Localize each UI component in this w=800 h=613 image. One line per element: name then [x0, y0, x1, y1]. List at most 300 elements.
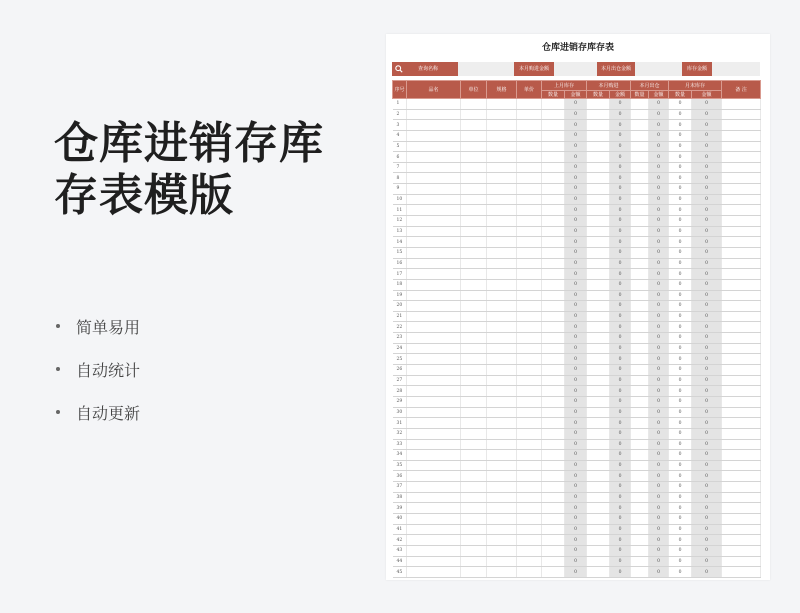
table-cell[interactable] — [587, 194, 610, 205]
table-cell[interactable] — [722, 396, 761, 407]
table-cell[interactable] — [407, 184, 461, 195]
table-cell[interactable] — [517, 503, 542, 514]
table-cell[interactable]: 0 — [669, 301, 692, 312]
table-cell[interactable]: 0 — [649, 365, 669, 376]
table-cell[interactable]: 0 — [565, 194, 587, 205]
table-cell[interactable]: 0 — [610, 354, 631, 365]
table-cell[interactable] — [587, 471, 610, 482]
table-cell[interactable]: 0 — [669, 450, 692, 461]
table-cell[interactable] — [407, 503, 461, 514]
table-cell[interactable] — [631, 279, 649, 290]
table-cell[interactable]: 0 — [649, 375, 669, 386]
table-cell[interactable] — [722, 428, 761, 439]
table-cell[interactable] — [461, 545, 487, 556]
table-cell[interactable] — [487, 109, 517, 120]
table-cell[interactable] — [461, 237, 487, 248]
table-cell[interactable]: 0 — [649, 545, 669, 556]
table-cell[interactable] — [722, 460, 761, 471]
table-cell[interactable] — [461, 396, 487, 407]
table-cell[interactable]: 0 — [649, 247, 669, 258]
table-cell[interactable] — [722, 407, 761, 418]
table-cell[interactable]: 0 — [649, 396, 669, 407]
table-cell[interactable] — [461, 152, 487, 163]
table-cell[interactable] — [487, 99, 517, 110]
table-cell[interactable] — [542, 109, 565, 120]
table-cell[interactable] — [587, 545, 610, 556]
table-cell[interactable] — [461, 365, 487, 376]
table-cell[interactable]: 0 — [610, 247, 631, 258]
table-cell[interactable] — [407, 556, 461, 567]
table-cell[interactable] — [631, 439, 649, 450]
table-cell[interactable]: 0 — [610, 130, 631, 141]
table-cell[interactable]: 0 — [565, 513, 587, 524]
table-cell[interactable] — [631, 237, 649, 248]
table-cell[interactable]: 0 — [669, 311, 692, 322]
table-cell[interactable]: 0 — [649, 450, 669, 461]
table-cell[interactable]: 0 — [610, 290, 631, 301]
table-cell[interactable]: 0 — [669, 141, 692, 152]
table-cell[interactable] — [461, 194, 487, 205]
table-cell[interactable] — [517, 247, 542, 258]
table-cell[interactable]: 0 — [649, 99, 669, 110]
table-cell[interactable] — [461, 322, 487, 333]
table-cell[interactable]: 0 — [649, 343, 669, 354]
table-cell[interactable]: 0 — [565, 247, 587, 258]
table-cell[interactable]: 0 — [649, 173, 669, 184]
table-cell[interactable]: 0 — [610, 322, 631, 333]
table-cell[interactable] — [517, 375, 542, 386]
table-cell[interactable]: 0 — [692, 354, 722, 365]
table-cell[interactable] — [517, 482, 542, 493]
table-cell[interactable] — [407, 279, 461, 290]
table-cell[interactable] — [517, 269, 542, 280]
table-cell[interactable] — [631, 226, 649, 237]
table-cell[interactable] — [542, 173, 565, 184]
table-cell[interactable] — [587, 162, 610, 173]
table-cell[interactable] — [407, 471, 461, 482]
table-cell[interactable]: 0 — [610, 460, 631, 471]
table-cell[interactable] — [461, 407, 487, 418]
table-cell[interactable]: 0 — [565, 460, 587, 471]
table-cell[interactable]: 0 — [610, 545, 631, 556]
table-cell[interactable] — [487, 194, 517, 205]
table-cell[interactable] — [631, 194, 649, 205]
table-cell[interactable]: 0 — [669, 130, 692, 141]
table-cell[interactable] — [407, 535, 461, 546]
table-cell[interactable] — [542, 226, 565, 237]
table-cell[interactable]: 0 — [692, 141, 722, 152]
table-cell[interactable] — [542, 396, 565, 407]
table-cell[interactable]: 0 — [565, 322, 587, 333]
table-cell[interactable] — [587, 513, 610, 524]
table-cell[interactable] — [542, 375, 565, 386]
table-cell[interactable]: 0 — [692, 173, 722, 184]
table-cell[interactable]: 0 — [669, 226, 692, 237]
table-cell[interactable] — [487, 503, 517, 514]
table-cell[interactable] — [542, 513, 565, 524]
table-cell[interactable]: 0 — [692, 407, 722, 418]
table-cell[interactable] — [487, 216, 517, 227]
table-cell[interactable]: 0 — [669, 120, 692, 131]
table-cell[interactable] — [542, 141, 565, 152]
table-cell[interactable] — [407, 322, 461, 333]
table-cell[interactable] — [517, 535, 542, 546]
table-cell[interactable]: 0 — [669, 545, 692, 556]
table-cell[interactable] — [461, 162, 487, 173]
table-cell[interactable] — [722, 279, 761, 290]
table-cell[interactable] — [517, 343, 542, 354]
table-cell[interactable]: 0 — [692, 290, 722, 301]
table-cell[interactable]: 0 — [669, 482, 692, 493]
table-cell[interactable]: 0 — [565, 173, 587, 184]
table-cell[interactable]: 0 — [669, 322, 692, 333]
table-cell[interactable]: 0 — [610, 99, 631, 110]
table-cell[interactable] — [587, 418, 610, 429]
table-cell[interactable] — [461, 311, 487, 322]
table-cell[interactable] — [461, 247, 487, 258]
table-cell[interactable] — [542, 354, 565, 365]
table-cell[interactable] — [407, 513, 461, 524]
table-cell[interactable]: 0 — [610, 184, 631, 195]
table-cell[interactable] — [407, 269, 461, 280]
table-cell[interactable]: 0 — [610, 343, 631, 354]
table-cell[interactable] — [517, 450, 542, 461]
table-cell[interactable] — [587, 567, 610, 578]
table-cell[interactable]: 0 — [692, 556, 722, 567]
table-cell[interactable]: 0 — [565, 545, 587, 556]
table-cell[interactable]: 0 — [565, 152, 587, 163]
table-cell[interactable]: 0 — [649, 460, 669, 471]
table-cell[interactable]: 0 — [610, 471, 631, 482]
table-cell[interactable]: 0 — [649, 194, 669, 205]
table-cell[interactable] — [487, 247, 517, 258]
table-cell[interactable]: 0 — [610, 556, 631, 567]
table-cell[interactable] — [487, 258, 517, 269]
table-cell[interactable] — [517, 141, 542, 152]
table-cell[interactable]: 0 — [669, 354, 692, 365]
table-cell[interactable]: 0 — [649, 513, 669, 524]
table-cell[interactable]: 0 — [692, 322, 722, 333]
table-cell[interactable] — [407, 354, 461, 365]
table-cell[interactable] — [461, 471, 487, 482]
table-cell[interactable] — [631, 513, 649, 524]
table-cell[interactable] — [461, 301, 487, 312]
table-cell[interactable] — [542, 439, 565, 450]
table-cell[interactable] — [722, 141, 761, 152]
table-cell[interactable] — [517, 109, 542, 120]
table-cell[interactable] — [487, 333, 517, 344]
table-cell[interactable] — [461, 184, 487, 195]
table-cell[interactable] — [461, 226, 487, 237]
table-cell[interactable] — [487, 375, 517, 386]
table-cell[interactable] — [461, 279, 487, 290]
table-cell[interactable]: 0 — [565, 535, 587, 546]
table-cell[interactable] — [631, 269, 649, 280]
table-cell[interactable]: 0 — [565, 386, 587, 397]
table-cell[interactable] — [487, 269, 517, 280]
table-cell[interactable]: 0 — [565, 130, 587, 141]
table-cell[interactable]: 0 — [669, 492, 692, 503]
table-cell[interactable]: 0 — [649, 439, 669, 450]
table-cell[interactable]: 0 — [565, 205, 587, 216]
table-cell[interactable]: 0 — [610, 120, 631, 131]
table-cell[interactable]: 0 — [649, 311, 669, 322]
table-cell[interactable]: 0 — [565, 184, 587, 195]
table-cell[interactable] — [517, 439, 542, 450]
table-cell[interactable] — [587, 301, 610, 312]
table-cell[interactable] — [517, 173, 542, 184]
table-cell[interactable] — [587, 247, 610, 258]
table-cell[interactable]: 0 — [610, 503, 631, 514]
table-cell[interactable] — [542, 535, 565, 546]
table-cell[interactable] — [542, 322, 565, 333]
table-cell[interactable] — [631, 524, 649, 535]
table-cell[interactable] — [407, 482, 461, 493]
table-cell[interactable]: 0 — [649, 130, 669, 141]
table-cell[interactable] — [722, 109, 761, 120]
table-cell[interactable] — [722, 535, 761, 546]
table-cell[interactable] — [407, 567, 461, 578]
table-cell[interactable] — [487, 343, 517, 354]
table-cell[interactable] — [722, 503, 761, 514]
table-cell[interactable] — [631, 386, 649, 397]
table-cell[interactable] — [542, 237, 565, 248]
table-cell[interactable]: 0 — [692, 545, 722, 556]
table-cell[interactable] — [461, 386, 487, 397]
table-cell[interactable] — [487, 407, 517, 418]
table-cell[interactable]: 0 — [692, 492, 722, 503]
table-cell[interactable] — [587, 109, 610, 120]
table-cell[interactable] — [542, 120, 565, 131]
table-cell[interactable]: 0 — [692, 247, 722, 258]
table-cell[interactable] — [722, 471, 761, 482]
table-cell[interactable] — [542, 247, 565, 258]
table-cell[interactable] — [542, 258, 565, 269]
table-cell[interactable] — [587, 556, 610, 567]
table-cell[interactable] — [722, 237, 761, 248]
table-cell[interactable] — [631, 428, 649, 439]
table-cell[interactable] — [722, 354, 761, 365]
table-cell[interactable] — [487, 428, 517, 439]
table-cell[interactable] — [517, 556, 542, 567]
table-cell[interactable]: 0 — [692, 386, 722, 397]
table-cell[interactable]: 0 — [692, 99, 722, 110]
table-cell[interactable] — [461, 428, 487, 439]
table-cell[interactable]: 0 — [565, 258, 587, 269]
table-cell[interactable] — [631, 450, 649, 461]
table-cell[interactable] — [587, 428, 610, 439]
table-cell[interactable] — [517, 311, 542, 322]
table-cell[interactable]: 0 — [692, 503, 722, 514]
table-cell[interactable]: 0 — [669, 567, 692, 578]
table-cell[interactable]: 0 — [565, 109, 587, 120]
table-cell[interactable] — [587, 226, 610, 237]
table-cell[interactable]: 0 — [649, 322, 669, 333]
table-cell[interactable]: 0 — [649, 216, 669, 227]
table-cell[interactable] — [722, 365, 761, 376]
table-cell[interactable] — [542, 545, 565, 556]
table-cell[interactable]: 0 — [565, 354, 587, 365]
table-cell[interactable]: 0 — [649, 205, 669, 216]
table-cell[interactable]: 0 — [649, 162, 669, 173]
table-cell[interactable]: 0 — [649, 492, 669, 503]
table-cell[interactable] — [587, 333, 610, 344]
table-cell[interactable] — [461, 375, 487, 386]
table-cell[interactable] — [587, 184, 610, 195]
table-cell[interactable] — [587, 535, 610, 546]
table-cell[interactable] — [461, 535, 487, 546]
table-cell[interactable] — [487, 396, 517, 407]
table-cell[interactable] — [407, 130, 461, 141]
table-cell[interactable] — [517, 184, 542, 195]
table-cell[interactable] — [487, 439, 517, 450]
table-cell[interactable]: 0 — [565, 375, 587, 386]
table-cell[interactable]: 0 — [565, 482, 587, 493]
table-cell[interactable]: 0 — [692, 120, 722, 131]
table-cell[interactable] — [722, 418, 761, 429]
table-cell[interactable] — [487, 120, 517, 131]
table-cell[interactable] — [722, 290, 761, 301]
table-cell[interactable]: 0 — [649, 354, 669, 365]
table-cell[interactable] — [407, 247, 461, 258]
table-cell[interactable] — [542, 460, 565, 471]
table-cell[interactable] — [542, 471, 565, 482]
table-cell[interactable] — [517, 279, 542, 290]
table-cell[interactable] — [631, 247, 649, 258]
table-cell[interactable]: 0 — [649, 279, 669, 290]
table-cell[interactable] — [542, 333, 565, 344]
table-cell[interactable] — [487, 418, 517, 429]
table-cell[interactable] — [631, 173, 649, 184]
table-cell[interactable]: 0 — [669, 279, 692, 290]
table-cell[interactable] — [722, 311, 761, 322]
table-cell[interactable]: 0 — [649, 567, 669, 578]
table-cell[interactable] — [487, 365, 517, 376]
table-cell[interactable]: 0 — [669, 460, 692, 471]
table-cell[interactable] — [487, 279, 517, 290]
table-cell[interactable] — [487, 141, 517, 152]
table-cell[interactable] — [587, 130, 610, 141]
table-cell[interactable]: 0 — [565, 237, 587, 248]
table-cell[interactable] — [487, 152, 517, 163]
table-cell[interactable]: 0 — [565, 141, 587, 152]
table-cell[interactable]: 0 — [565, 162, 587, 173]
table-cell[interactable]: 0 — [565, 269, 587, 280]
table-cell[interactable] — [722, 450, 761, 461]
table-cell[interactable] — [407, 450, 461, 461]
table-cell[interactable] — [407, 407, 461, 418]
table-cell[interactable] — [487, 556, 517, 567]
table-cell[interactable] — [631, 322, 649, 333]
table-cell[interactable] — [461, 492, 487, 503]
table-cell[interactable]: 0 — [610, 492, 631, 503]
table-cell[interactable] — [407, 205, 461, 216]
table-cell[interactable]: 0 — [669, 237, 692, 248]
table-cell[interactable]: 0 — [649, 428, 669, 439]
table-cell[interactable] — [542, 216, 565, 227]
table-cell[interactable]: 0 — [610, 428, 631, 439]
table-cell[interactable] — [542, 343, 565, 354]
table-cell[interactable] — [587, 524, 610, 535]
table-cell[interactable] — [487, 545, 517, 556]
table-cell[interactable] — [587, 503, 610, 514]
table-cell[interactable] — [722, 226, 761, 237]
table-cell[interactable] — [542, 301, 565, 312]
table-cell[interactable] — [631, 109, 649, 120]
table-cell[interactable]: 0 — [692, 343, 722, 354]
table-cell[interactable] — [587, 173, 610, 184]
table-cell[interactable]: 0 — [669, 365, 692, 376]
table-cell[interactable] — [722, 173, 761, 184]
table-cell[interactable] — [407, 226, 461, 237]
table-cell[interactable] — [461, 120, 487, 131]
table-cell[interactable] — [587, 290, 610, 301]
table-cell[interactable]: 0 — [610, 407, 631, 418]
table-cell[interactable]: 0 — [610, 109, 631, 120]
table-cell[interactable] — [517, 396, 542, 407]
table-cell[interactable] — [461, 99, 487, 110]
table-cell[interactable] — [517, 545, 542, 556]
table-cell[interactable] — [542, 290, 565, 301]
table-cell[interactable] — [487, 162, 517, 173]
table-cell[interactable] — [407, 109, 461, 120]
table-cell[interactable] — [587, 237, 610, 248]
table-cell[interactable]: 0 — [610, 173, 631, 184]
table-cell[interactable] — [461, 290, 487, 301]
table-cell[interactable]: 0 — [610, 418, 631, 429]
table-cell[interactable] — [587, 141, 610, 152]
table-cell[interactable] — [631, 290, 649, 301]
table-cell[interactable]: 0 — [669, 152, 692, 163]
table-cell[interactable] — [722, 247, 761, 258]
table-cell[interactable]: 0 — [669, 194, 692, 205]
table-cell[interactable] — [517, 365, 542, 376]
table-cell[interactable] — [517, 428, 542, 439]
table-cell[interactable] — [587, 152, 610, 163]
table-cell[interactable] — [587, 460, 610, 471]
table-cell[interactable] — [631, 152, 649, 163]
table-cell[interactable] — [487, 311, 517, 322]
table-cell[interactable] — [487, 205, 517, 216]
table-cell[interactable] — [487, 567, 517, 578]
table-cell[interactable] — [722, 120, 761, 131]
table-cell[interactable]: 0 — [692, 269, 722, 280]
table-cell[interactable] — [517, 301, 542, 312]
table-cell[interactable] — [407, 290, 461, 301]
table-cell[interactable]: 0 — [610, 194, 631, 205]
table-cell[interactable] — [461, 567, 487, 578]
table-cell[interactable]: 0 — [649, 152, 669, 163]
table-cell[interactable] — [461, 460, 487, 471]
table-cell[interactable]: 0 — [610, 141, 631, 152]
table-cell[interactable] — [461, 439, 487, 450]
table-cell[interactable]: 0 — [610, 396, 631, 407]
table-cell[interactable] — [587, 322, 610, 333]
table-cell[interactable]: 0 — [610, 205, 631, 216]
table-cell[interactable] — [407, 120, 461, 131]
table-cell[interactable] — [722, 205, 761, 216]
table-cell[interactable]: 0 — [649, 301, 669, 312]
table-cell[interactable] — [631, 407, 649, 418]
table-cell[interactable]: 0 — [610, 152, 631, 163]
table-cell[interactable]: 0 — [610, 513, 631, 524]
table-cell[interactable] — [631, 354, 649, 365]
table-cell[interactable]: 0 — [649, 407, 669, 418]
table-cell[interactable] — [722, 184, 761, 195]
table-cell[interactable] — [542, 130, 565, 141]
table-cell[interactable] — [631, 205, 649, 216]
table-cell[interactable]: 0 — [669, 524, 692, 535]
